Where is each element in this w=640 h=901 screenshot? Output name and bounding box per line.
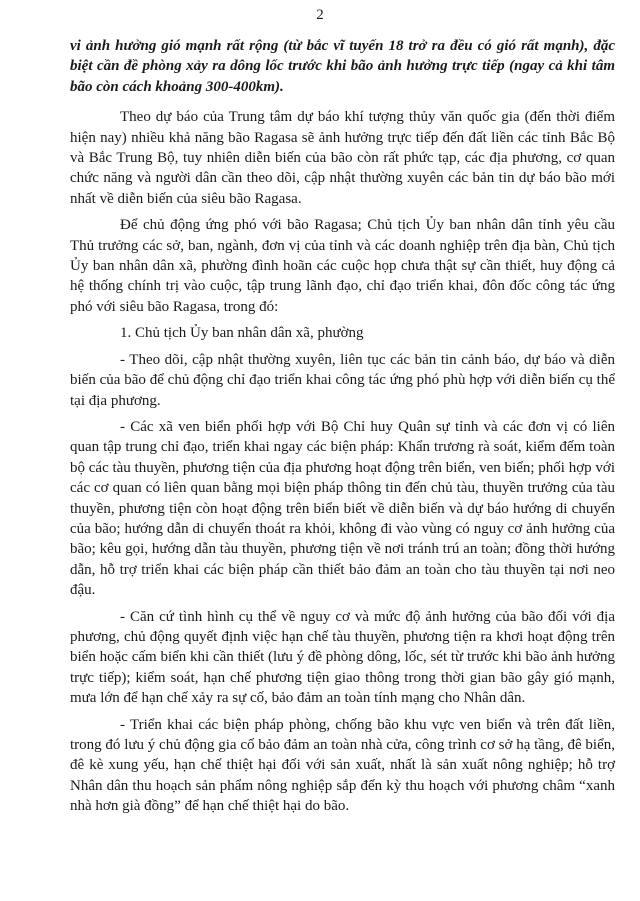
paragraph-item-restrict: - Căn cứ tình hình cụ thể về nguy cơ và mức độ ảnh hưởng của bão đối với địa phương, chủ động quyết định việc hạn chế tàu thuyền, phương tiện ra khơi hoạt động trên biển hoặc cấm biển khi cần thiết (lưu ý đề phòng dông, lốc, sét từ trước khi bão ảnh hưởng trực tiếp); kiểm soát, hạn chế phương tiện giao thông trong thời gian bão gây gió mạnh, mưa lớn để hạn chế xảy ra sự cố, bảo đảm an toàn tính mạng cho Nhân dân. <box>70 608 615 707</box>
paragraph-item-monitor: - Theo dõi, cập nhật thường xuyên, liên tục các bản tin cảnh báo, dự báo và diễn biến của bão để chủ động chỉ đạo triển khai công tác ứng phó phù hợp với diễn biến cụ thể tại địa phương. <box>70 351 615 409</box>
document-body <box>70 36 615 823</box>
page-number: 2 <box>316 7 324 23</box>
paragraph-continuation-intro: vi ảnh hưởng gió mạnh rất rộng (từ bắc vĩ tuyến 18 trở ra đều có gió rất mạnh), đặc biệt cần đề phòng xảy ra dông lốc trước khi bão ảnh hưởng trực tiếp (ngay cả khi tâm bão còn cách khoảng 300-400km). <box>70 38 615 95</box>
section-heading-1: 1. Chủ tịch Ủy ban nhân dân xã, phường <box>120 325 364 342</box>
paragraph-forecast: Theo dự báo của Trung tâm dự báo khí tượng thủy văn quốc gia (đến thời điểm hiện nay) nhiều khả năng bão Ragasa sẽ ảnh hưởng trực tiếp đến đất liền các tỉnh Bắc Bộ và Bắc Trung Bộ, tuy nhiên diễn biến của bão còn rất phức tạp, các địa phương, cơ quan chức năng và người dân cần theo dõi, cập nhật thường xuyên các bản tin dự báo bão mới nhất về diễn biến của siêu bão Ragasa. <box>70 109 615 207</box>
paragraph-item-coastal: - Các xã ven biển phối hợp với Bộ Chỉ huy Quân sự tỉnh và các đơn vị có liên quan tập trung chỉ đạo, triển khai ngay các biện pháp: Khẩn trương rà soát, kiểm đếm toàn bộ các tàu thuyền, phương tiện của địa phương hoạt động trên biển, ven biển; phối hợp với các cơ quan có liên quan bằng mọi biện pháp thông tin đến chủ tàu, thuyền trưởng của tàu thuyền, phương tiện còn hoạt động trên biển biết về diễn biến và dự báo hướng di chuyển của bão; hướng dẫn di chuyển thoát ra khỏi, không đi vào vùng có nguy cơ ảnh hưởng của bão; kêu gọi, hướng dẫn tàu thuyền, phương tiện về nơi tránh trú an toàn; đồng thời hướng dẫn, hỗ trợ triển khai các biện pháp cần thiết bảo đảm an toàn cho tàu thuyền tại nơi neo đậu. <box>70 418 615 599</box>
paragraph-item-prevention: - Triển khai các biện pháp phòng, chống bão khu vực ven biển và trên đất liền, trong đó lưu ý chủ động gia cố bảo đảm an toàn nhà cửa, công trình cơ sở hạ tầng, đê biển, đê kè xung yếu, hạn chế thiệt hại đối với sản xuất, nhất là sản xuất nông nghiệp; hỗ trợ Nhân dân thu hoạch sản phẩm nông nghiệp sắp đến kỳ thu hoạch với phương châm “xanh nhà hơn già đồng” để hạn chế thiệt hại do bão. <box>70 716 615 815</box>
paragraph-directive: Để chủ động ứng phó với bão Ragasa; Chủ tịch Ủy ban nhân dân tỉnh yêu cầu Thủ trưởng các sở, ban, ngành, đơn vị của tỉnh và các doanh nghiệp trên địa bàn, Chủ tịch Ủy ban nhân dân xã, phường đình hoãn các cuộc họp chưa thật sự cần thiết, huy động cả hệ thống chính trị vào cuộc, tập trung lãnh đạo, chỉ đạo triển khai, đôn đốc công tác ứng phó với siêu bão Ragasa, trong đó: <box>70 217 615 315</box>
